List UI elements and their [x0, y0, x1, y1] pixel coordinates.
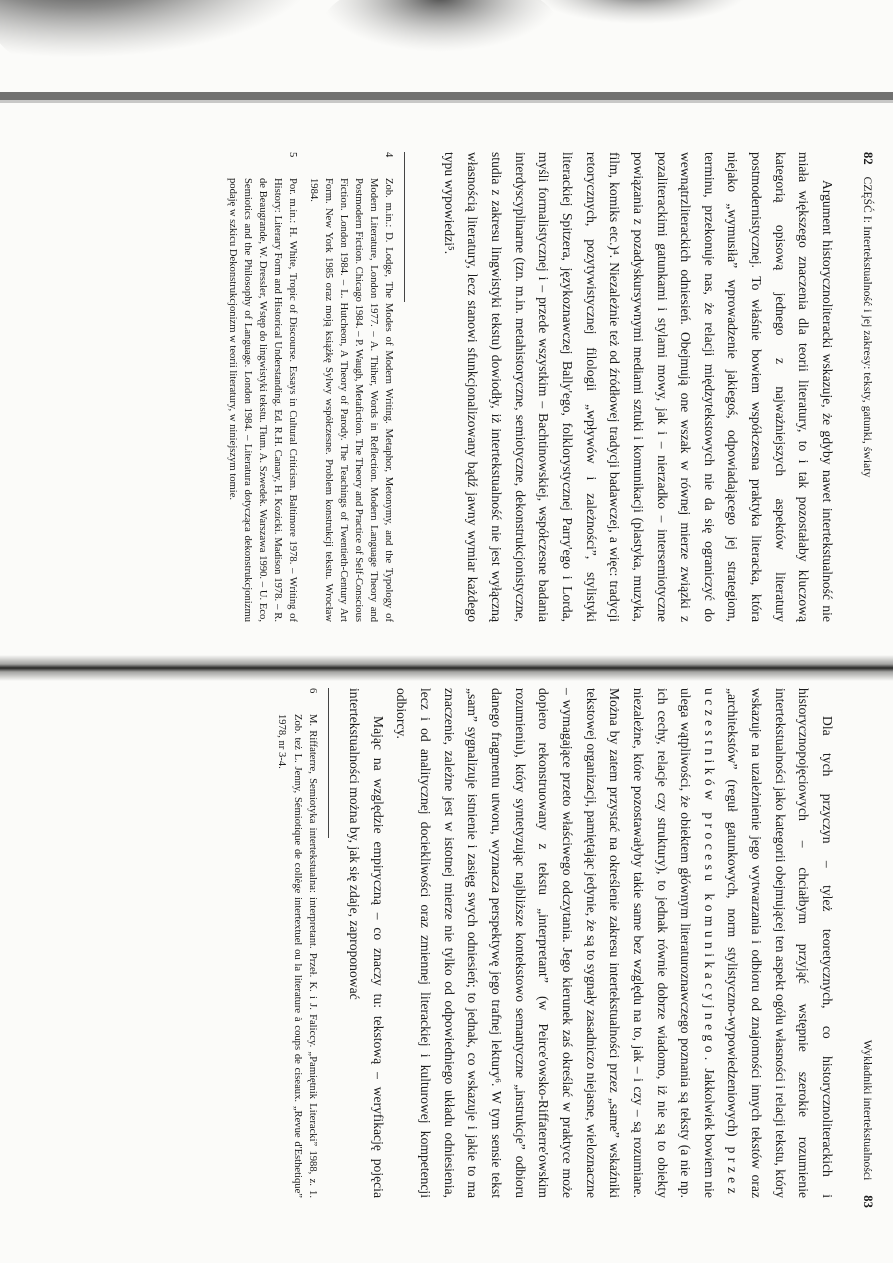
body-paragraph: Mając na względzie empiryczną – co znaczy tu: tekstową – weryfikację pojęcia intertekstualności można by, jak się zdaje, zaproponować: [347, 688, 386, 1198]
footnote-5: [225, 152, 300, 622]
left-body: [219, 152, 839, 622]
body-paragraph: [390, 688, 839, 1198]
right-running-head: [860, 1040, 875, 1208]
footnote-rule: [328, 688, 329, 838]
body-text: Dla tych przyczyn – tyleż teoretycznych, co historycznoliterackich i historycznopojęciowych – chciałbym przyjąć wstępnie szerokie rozumienie intertekstualności jako kategorii obejmującej ten aspekt ogółu własności i relacji tekstu, który wskazuje na uzależnienie jego wytwarzania i odbioru od znajomości innych tekstów oraz „architekstów”: [725, 688, 835, 1198]
body-text: Jakkolwiek bowiem nie ulega wątpliwości, że obiektem głównym literaturoznawczego poznania są teksty (a nie np. ich cechy, relacje czy struktury), to jednak równie dobrze wiadomo, iż nie są to obiekty niezależne, które pozostawałyby takie same bez względu na to, jak – i czy – są rozumiane. Można by zatem przystać na określenie zakresu intertekstualności przez „same” wskaźniki tekstowej organizacji, pamiętając jedynie, że są to sygnały zasadniczo niejasne, wieloznaczne – wymagające przeto właściwego odczytania. Jego kierunek zaś określać w praktyce może dopiero rekonstruowany z tekstu „interpretant” (w Peirce'owsko-Riffaterre'owskim rozumieniu), który syntetyzując najbliższe kontekstowo semantyczne „instrukcje” odbioru danego fragmentu utworu, wyznacza perspektywę jego trafnej lektury⁶. W tym sensie tekst „sam” sygnalizuje istnienie i zasięg swych odniesień; to jednak, co wskazuje i jakie to ma znaczenie, zależne jest w istotnej mierze nie tylko od odpowiedniego układu odniesienia, lecz i od analitycznej dociekliwości oraz zmiennej literackiej i kulturowej kompetencji odbiorcy.: [394, 688, 717, 1198]
footnote-text: M. Riffaterre, Semiotyka intertekstualna: interpretant. Przeł. K. i J. Faliccy. „Pamiętnik Literacki” 1988, z. 1. Zob. też L. Jenny, Sémiotique de collège intertextuel ou la literature à coups de ciseaux. „Revue d'Esthetique” 1978, nr 3-4.: [276, 714, 318, 1198]
footnote-mark: 6: [306, 688, 318, 694]
running-head-text: Wykładniki intertekstualności: [861, 1039, 873, 1181]
footnote-rule: [404, 152, 405, 302]
footnote-text: Zob. m.in.: D. Lodge, The Modes of Modern Writing. Metaphor, Metonymy, and the Typology of Modern Literature, London 1977. – A. Thiher, Words in Reflection. Modern Language Theory and Postmodern Fiction. Chicago 1984. – P. Waugh, Metafiction. The Theory and Practice of Self-Conscious Fiction. London 1984. – L. Hutcheon, A Theory of Parody. The Teachings of Twentieth-Century Art Form. New York 1985 oraz moją książkę Sylwy współczesne. Problem konstrukcji tekstu. Wrocław 1984.: [307, 178, 395, 622]
footnote-6: [274, 688, 319, 1198]
right-page: [75, 688, 875, 1208]
body-text: (reguł gatunkowych, norm stylistyczno-wypowiedzeniowych): [725, 779, 741, 1137]
body-text-spaced: przez uczestników procesu komunikacyjnego.: [701, 688, 741, 1199]
page-number: 83: [861, 1195, 875, 1208]
footnote-mark: 4: [383, 152, 395, 158]
right-body: [268, 688, 839, 1198]
left-page: [75, 152, 875, 642]
left-running-head: [860, 152, 875, 477]
footnote-mark: 5: [286, 152, 298, 158]
running-head-text: CZĘŚĆ I: Intertekstualność i jej zakresy: teksty, gatunki, światy: [861, 176, 873, 478]
footnote-4: [306, 152, 396, 622]
page-number: 82: [861, 152, 875, 165]
footnote-text: Por. m.in.: H. White, Tropic of Discourse. Essays in Cultural Criticism. Baltimore 1978. – Writing of History: Literary Form and Historical Understanding. Ed. R.H. Canary, H. Kozicki. Madison 1978. – R. de Beaugrande, W. Dressler, Wstęp do lingwistyki tekstu. Tłum. A. Szwedek. Warszawa 1990. – U. Eco, Semiotics and the Philosophy of Language. London 1984. – Literatura dotycząca dekonstrukcjonizmu podaję w szkicu Dekonstrukcjonizm w teorii literatury, w niniejszym tomie.: [226, 178, 298, 622]
book-gutter: [0, 655, 893, 681]
body-paragraph: Argument historycznoliteracki wskazuje, że gdyby nawet intertekstualność nie miała większego znaczenia dla teorii literatury, to i tak pozostałaby kluczową kategorią opisową jednego z najważniejszych aspektów literatury postmodernistycznej. To właśnie bowiem współczesna praktyka literacka, która niejako „wymusiła” wprowadzenie jakiegoś, odpowiadającego jej strategiom, terminu, przekonuje nas, że relacji międzytekstowych nie da się ograniczyć do wewnątrzliterackich odniesień. Obejmują one wszak w równej mierze związki z pozaliterackimi gatunkami i stylami mowy, jak i – nierzadko – intersemiotyczne powiązania z pozadyskursywnymi mediami sztuki i komunikacji (plastyka, muzyka, film, komiks etc.)⁴. Niezależnie też od źródłowej tradycji badawczej, a więc: tradycji retorycznych, pozytywistycznej filologii „wpływów i zależności”, stylistyki literackiej Spitzera, językoznawczej Bally'ego, folklorystycznej Parry'ego i Lorda, myśli formalistycznej i – przede wszystkim – Bachtinowskiej, współczesne badania interdyscyplinarne (tzn. m.in. metahistoryczne, semiotyczne, dekonstrukcjonistyczne, studia z zakresu lingwistyki tekstu) dowiodły, iż intertekstualność nie jest wyłączną własnością literatury, lecz stanowi sfunkcjonalizowany bądź jawny wymiar każdego typu wypowiedzi⁵.: [441, 152, 835, 622]
